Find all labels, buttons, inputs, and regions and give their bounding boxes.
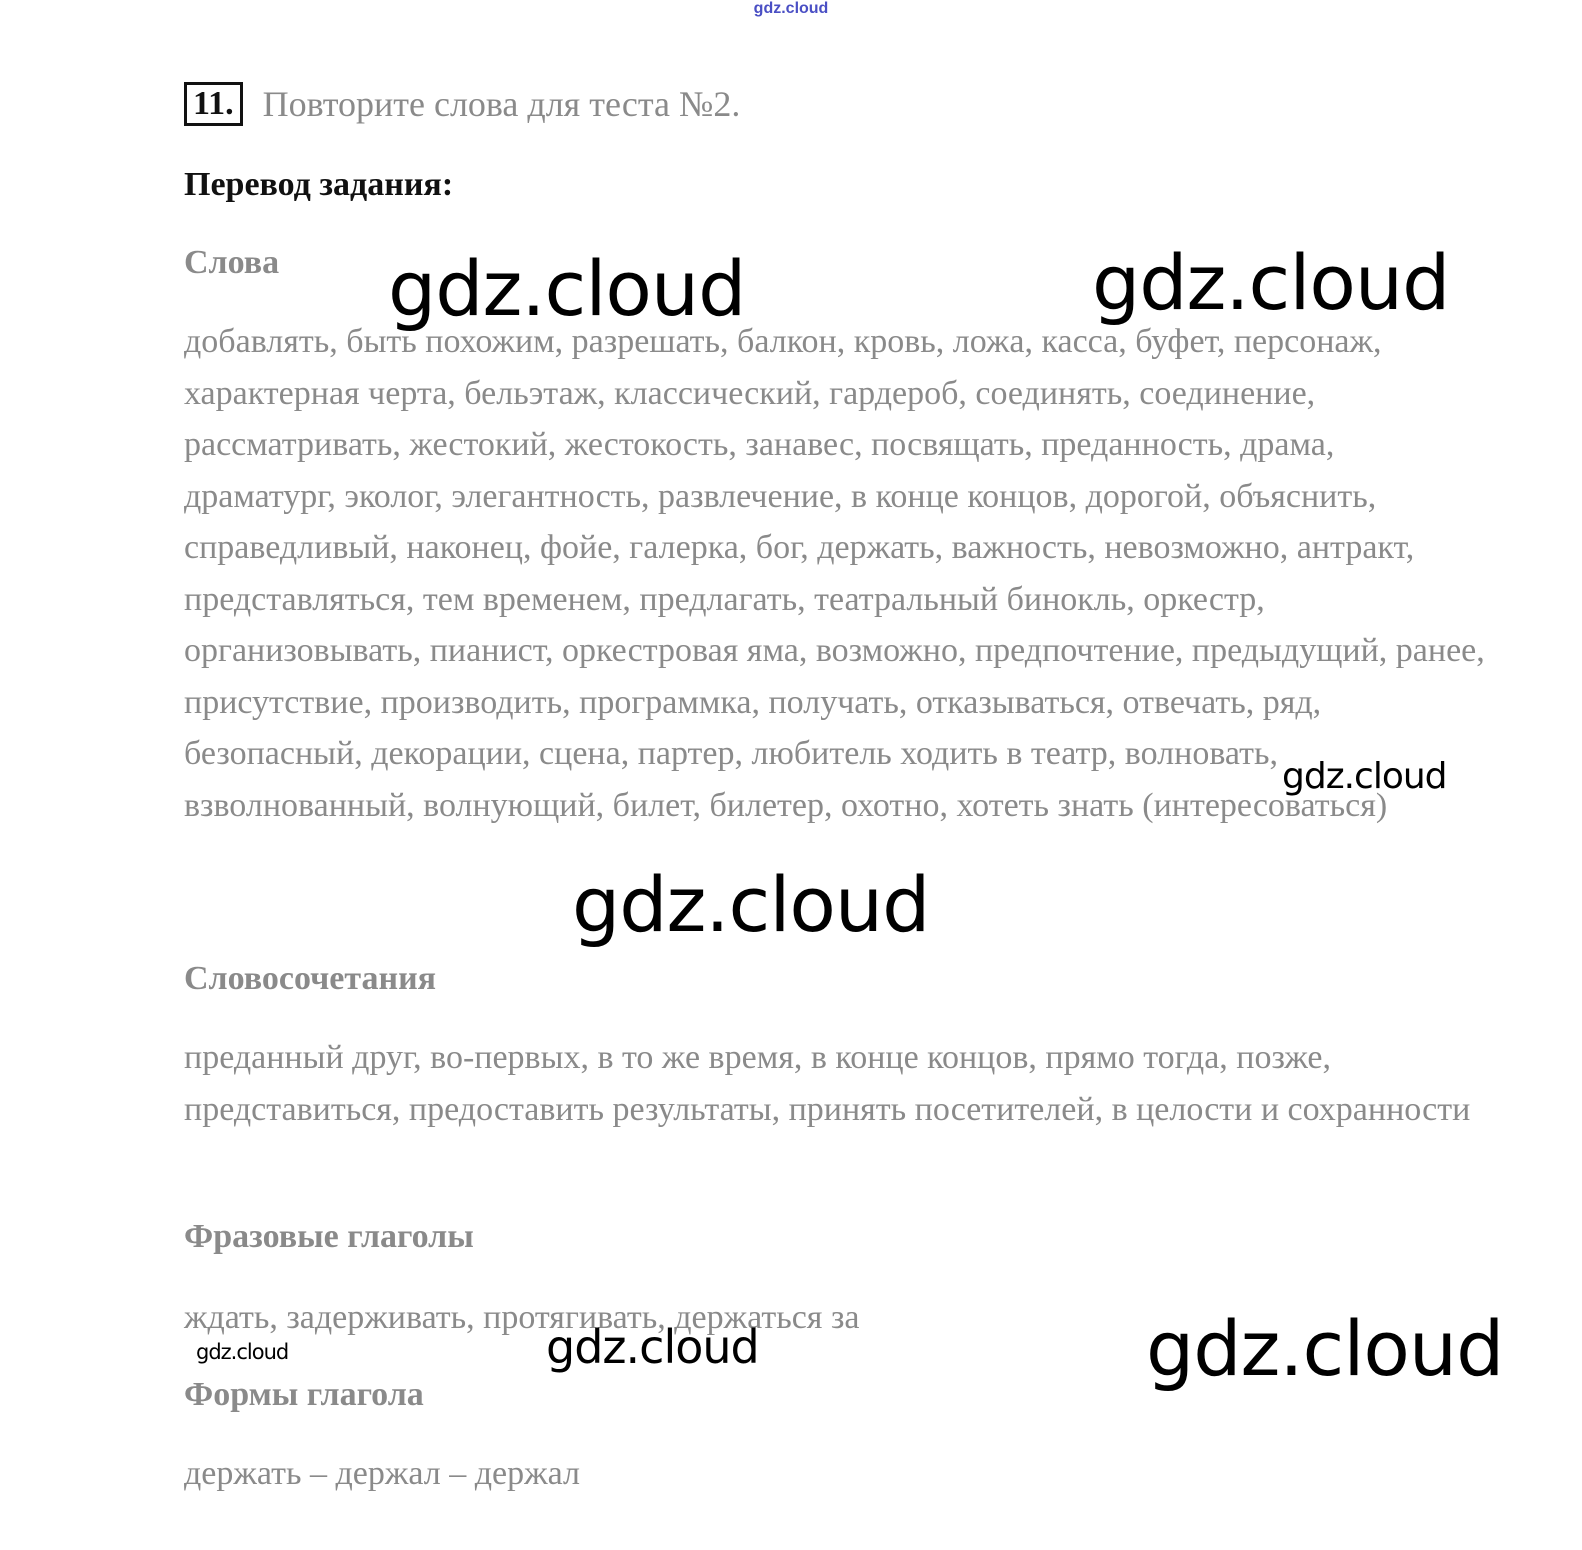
watermark-7: gdz.cloud bbox=[1146, 1304, 1504, 1393]
task-instruction: Повторите слова для теста №2. bbox=[262, 84, 741, 124]
phrasal-verbs-heading: Фразовые глаголы bbox=[184, 1218, 474, 1255]
task-number: 11. bbox=[184, 82, 243, 126]
translation-heading: Перевод задания: bbox=[184, 166, 454, 203]
watermark-3: gdz.cloud bbox=[1282, 756, 1447, 797]
words-body: добавлять, быть похожим, разрешать, балкон, кровь, ложа, касса, буфет, персонаж, характерная черта, бельэтаж, классический, гардероб, соединять, соединение, рассматривать, жестокий, жестокость, занавес, посвящать, преданность, драма, драматург, эколог, элегантность, развлечение, в конце концов, дорогой, объяснить, справедливый, наконец, фойе, галерка, бог, держать, важность, невозможно, антракт, представляться, тем временем, предлагать, театральный бинокль, оркестр, организовывать, пианист, оркестровая яма, возможно, предпочтение, предыдущий, ранее, присутствие, производить, программка, получать, отказываться, отвечать, ряд, безопасный, декорации, сцена, партер, любитель ходить в театр, волновать, взволнованный, волнующий, билет, билетер, охотно, хотеть знать (интересоваться) bbox=[184, 323, 1485, 824]
phrasal-verbs-body: ждать, задерживать, протягивать, держаться за bbox=[184, 1299, 860, 1336]
verb-forms-heading: Формы глагола bbox=[184, 1376, 424, 1413]
phrases-body: преданный друг, во-первых, в то же время, в конце концов, прямо тогда, позже, представиться, предоставить результаты, принять посетителей, в целости и сохранности bbox=[184, 1039, 1471, 1128]
watermark-4: gdz.cloud bbox=[572, 860, 930, 949]
watermark-5: gdz.cloud bbox=[196, 1340, 289, 1364]
watermark-2: gdz.cloud bbox=[1092, 238, 1450, 327]
watermark-6: gdz.cloud bbox=[546, 1320, 759, 1374]
task-header bbox=[184, 82, 740, 126]
words-heading: Слова bbox=[184, 244, 280, 281]
phrases-heading: Словосочетания bbox=[184, 960, 437, 997]
top-watermark: gdz.cloud bbox=[753, 0, 829, 17]
watermark-1: gdz.cloud bbox=[388, 244, 746, 333]
verb-forms-body: держать – держал – держал bbox=[184, 1455, 580, 1492]
